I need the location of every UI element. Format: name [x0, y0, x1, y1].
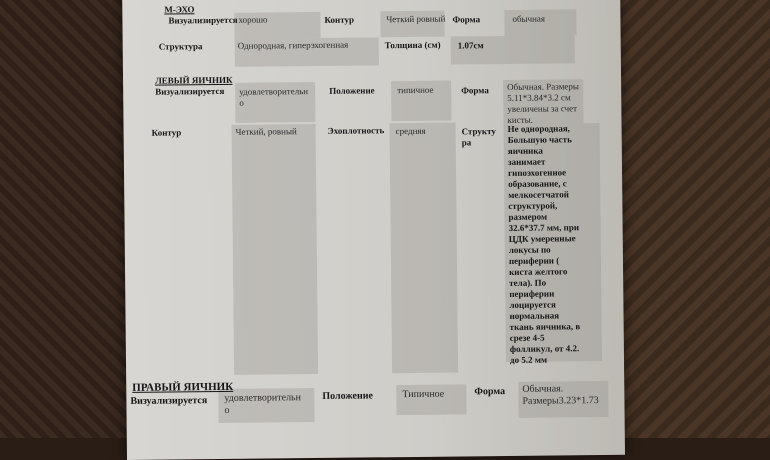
structure-line: периферии — [509, 288, 555, 299]
structure-line: нормальная — [509, 310, 560, 321]
structure-line: фолликул, от 4.2. — [509, 343, 580, 354]
background-fabric-left — [0, 0, 140, 438]
right-ovary-form-line2: Размеры3.23*1.73 — [522, 395, 599, 407]
structure-line: 32.6*37.7 мм, при — [508, 222, 580, 233]
structure-line: лоцируется — [509, 299, 556, 310]
structure-line: Не однородная, — [507, 123, 570, 134]
m-echo-structure-label: Структура — [158, 41, 203, 52]
right-ovary-position-label: Положение — [322, 390, 373, 402]
structure-line: образование, с — [508, 178, 567, 189]
structure-line: ЦДК умеренные — [508, 233, 576, 244]
m-echo-visualized-label: Визуализируется — [168, 14, 238, 26]
m-echo-heading: М-ЭХО — [164, 4, 195, 15]
m-echo-thickness-value: 1.07см — [457, 40, 484, 51]
left-ovary-visualized-label: Визуализируется — [155, 85, 225, 97]
structure-line: Большую часть — [507, 134, 572, 145]
left-ovary-contour-label: Контур — [151, 127, 182, 138]
m-echo-contour-label: Контур — [324, 14, 355, 25]
document-page — [122, 0, 625, 460]
form-line: Обычная. Размеры — [507, 81, 579, 92]
left-ovary-structure-value — [508, 123, 581, 366]
left-ovary-structure-label-line2: ра — [461, 137, 472, 148]
left-ovary-visualized-value-line2: о — [239, 97, 244, 108]
structure-line: киста желтого — [509, 266, 568, 277]
right-ovary-visualized-label: Визуализируется — [130, 395, 208, 407]
left-ovary-visualized-value-line1: удовлетворительн — [239, 86, 309, 97]
m-echo-form-label: Форма — [452, 14, 481, 25]
right-ovary-form-line1: Обычная. — [522, 383, 564, 395]
left-ovary-heading: ЛЕВЫЙ ЯИЧНИК — [155, 74, 233, 86]
right-ovary-visualized-value-line1: удовлетворительн — [224, 392, 302, 404]
form-line: увеличены за счет — [507, 103, 578, 114]
cell-bg — [232, 124, 319, 375]
structure-line: ткань яичника, в — [509, 321, 581, 332]
structure-line: яичника — [507, 145, 543, 156]
left-ovary-position-value: типичное — [397, 84, 434, 96]
left-ovary-form-label: Форма — [461, 85, 489, 96]
structure-line: локусы по — [508, 244, 551, 255]
structure-line: структурой, — [508, 200, 558, 211]
m-echo-form-value: обычная — [512, 13, 546, 24]
structure-line: гипоэхогенное — [507, 167, 567, 178]
right-ovary-heading: ПРАВЫЙ ЯИЧНИК — [132, 380, 234, 394]
background-fabric-right — [600, 0, 770, 438]
structure-line: размером — [508, 211, 548, 222]
m-echo-structure-value: Однородная, гиперэхогенная — [237, 39, 349, 51]
m-echo-thickness-label: Толщина (см) — [384, 39, 441, 51]
left-ovary-structure-label-line1: Структу — [461, 126, 496, 137]
right-ovary-form-label: Форма — [474, 386, 506, 398]
structure-line: срезе 4-5 — [509, 332, 545, 343]
structure-line: периферии ( — [508, 255, 560, 266]
right-ovary-position-value: Типичное — [402, 388, 445, 401]
left-ovary-form-value — [507, 81, 579, 126]
structure-line: занимает — [507, 156, 546, 167]
right-ovary-visualized-value-line2: о — [224, 404, 230, 416]
form-line: кисты. — [507, 114, 533, 125]
structure-line: до 5.2 мм — [509, 354, 548, 365]
form-line: 5.11*3.84*3.2 см — [507, 92, 571, 103]
m-echo-contour-value: Четкий ровный — [386, 13, 446, 25]
left-ovary-position-label: Положение — [329, 85, 375, 96]
left-ovary-echogenicity-value: средняя — [395, 125, 426, 137]
cell-bg — [390, 123, 459, 374]
structure-line: тела). По — [509, 277, 547, 288]
left-ovary-echogenicity-label: Эхоплотность — [327, 125, 385, 136]
m-echo-visualized-value: хорошо — [238, 14, 268, 25]
left-ovary-contour-value: Четкий, ровный — [235, 126, 297, 137]
structure-line: мелкосетчатой — [508, 189, 569, 200]
